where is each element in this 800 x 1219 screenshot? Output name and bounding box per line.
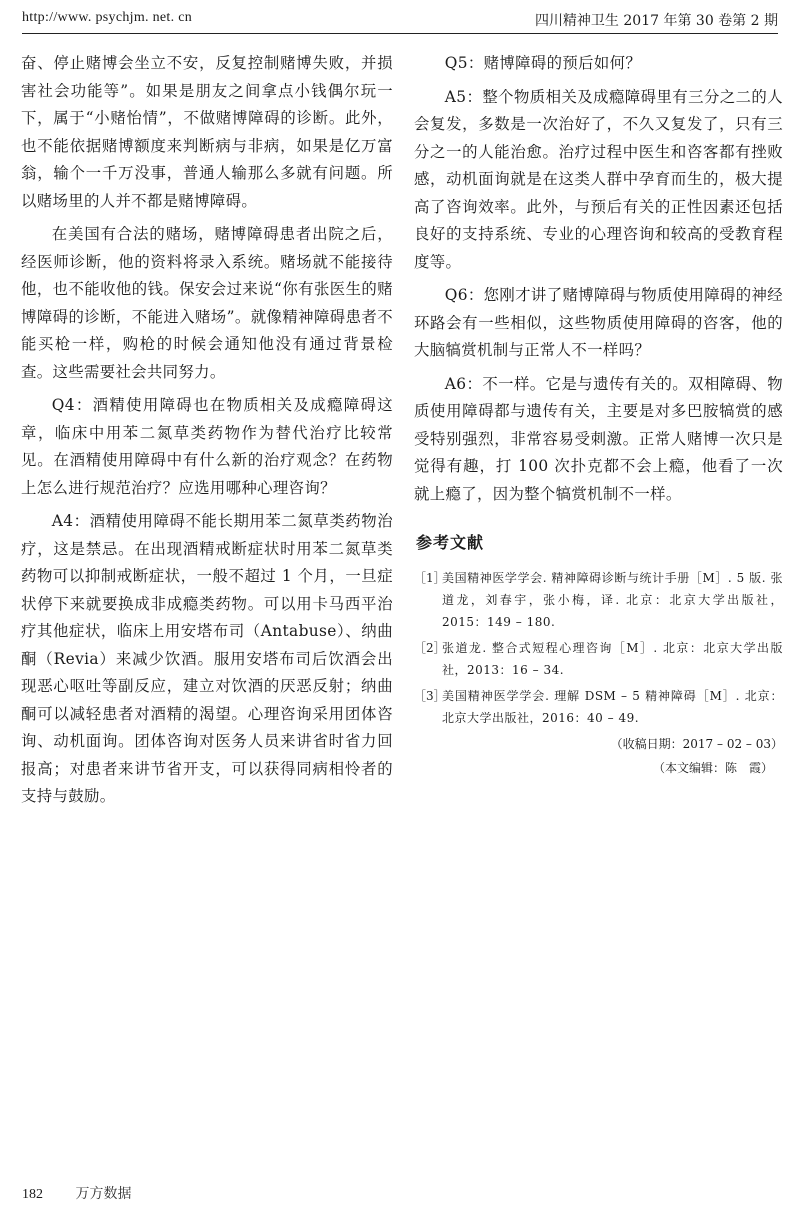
running-header: [22, 8, 778, 34]
question-q4: Q4：酒精使用障碍也在物质相关及成瘾障碍这章，临床中用苯二氮草类药物作为替代治疗比较常见。在酒精使用障碍中有什么新的治疗观念？在药物上怎么进行规范治疗？应选用哪种心理咨询？: [21, 396, 393, 497]
reference-item: [414, 637, 783, 681]
header-rule: [22, 33, 778, 34]
reference-text: 美国精神医学学会. 理解 DSM – 5 精神障碍［M］. 北京：北京大学出版社，2016：40 – 49.: [442, 689, 783, 725]
editor-name: （本文编辑：陈 霞）: [652, 761, 773, 775]
editor-note: [414, 757, 783, 779]
left-column: [21, 50, 393, 811]
reference-item: [414, 685, 783, 729]
question-q5: Q5：赌博障碍的预后如何？: [444, 54, 642, 72]
page-footer: [22, 1183, 131, 1203]
references-title: 参考文献: [416, 533, 485, 552]
page-number: 182: [22, 1187, 43, 1202]
reference-number: ［3］: [414, 689, 446, 703]
header-url: http://www. psychjm. net. cn: [22, 10, 193, 25]
question-q6: Q6：您刚才讲了赌博障碍与物质使用障碍的神经环路会有一些相似，这些物质使用障碍的咨客，他的大脑犒赏机制与正常人不一样吗？: [414, 286, 783, 359]
answer-a5: A5：整个物质相关及成瘾障碍里有三分之二的人会复发，多数是一次治好了，不久又复发了，只有三分之一的人能治愈。治疗过程中医生和咨客都有挫败感，动机面询就是在这类人群中孕育而生的，极大提高了咨询效率。此外，与预后有关的正性因素还包括良好的支持系统、专业的心理咨询和较高的受教育程度等。: [414, 87, 783, 271]
watermark-text: 万方数据: [75, 1186, 132, 1202]
reference-text: 张道龙. 整合式短程心理咨询［M］. 北京：北京大学出版社，2013：16 – 34.: [442, 641, 783, 677]
answer-a4: A4：酒精使用障碍不能长期用苯二氮草类药物治疗，这是禁忌。在出现酒精戒断症状时用苯二氮草类药物可以抑制戒断症状，一般不超过 1 个月，一旦症状停下来就要换成非成瘾类药物。可以用卡马西平治疗其他症状，临床上用安塔布司（Antabuse）、纳曲酮（Revia）来减少饮酒。服用安塔布司后饮酒会出现恶心呕吐等副反应，建立对饮酒的厌恶反射；纳曲酮可以减轻患者对酒精的渴望。心理咨询采用团体咨询、动机面询。团体咨询对医务人员来讲省时省力回报高；对患者来讲节省开支，可以获得同病相怜者的支持与鼓励。: [21, 512, 393, 805]
paragraph: 奋、停止赌博会坐立不安，反复控制赌博失败，并损害社会功能等”。如果是朋友之间拿点小钱偶尔玩一下，属于“小赌怡情”，不做赌博障碍的诊断。此外，也不能依据赌博额度来判断病与非病，如果是亿万富翁，输个一千万没事，普通人输那么多就有问题。所以赌场里的人并不都是赌博障碍。: [21, 54, 393, 210]
right-column: [414, 50, 783, 779]
reference-item: [414, 567, 783, 633]
answer-a6: A6：不一样。它是与遗传有关的。双相障碍、物质使用障碍都与遗传有关，主要是对多巴胺犒赏的感受特别强烈，非常容易受刺激。正常人赌博一次只是觉得有趣，打 100 次扑克都不会上瘾，他看了一次就上瘾了，因为整个犒赏机制不一样。: [414, 374, 783, 503]
reference-number: ［1］: [414, 571, 446, 585]
received-date: （收稿日期：2017 – 02 – 03）: [610, 737, 783, 751]
reference-number: ［2］: [414, 641, 446, 655]
header-journal: 四川精神卫生 2017 年第 30 卷第 2 期: [534, 13, 778, 29]
paragraph: 在美国有合法的赌场，赌博障碍患者出院之后，经医师诊断，他的资料将录入系统。赌场就不能接待他，也不能收他的钱。保安会过来说“你有张医生的赌博障碍的诊断，不能进入赌场”。就像精神障碍患者不能买枪一样，购枪的时候会通知他没有通过背景检查。这些需要社会共同努力。: [21, 225, 393, 381]
reference-text: 美国精神医学学会. 精神障碍诊断与统计手册［M］. 5 版. 张道龙，刘春宇，张小梅，译. 北京：北京大学出版社，2015：149 – 180.: [442, 571, 783, 629]
